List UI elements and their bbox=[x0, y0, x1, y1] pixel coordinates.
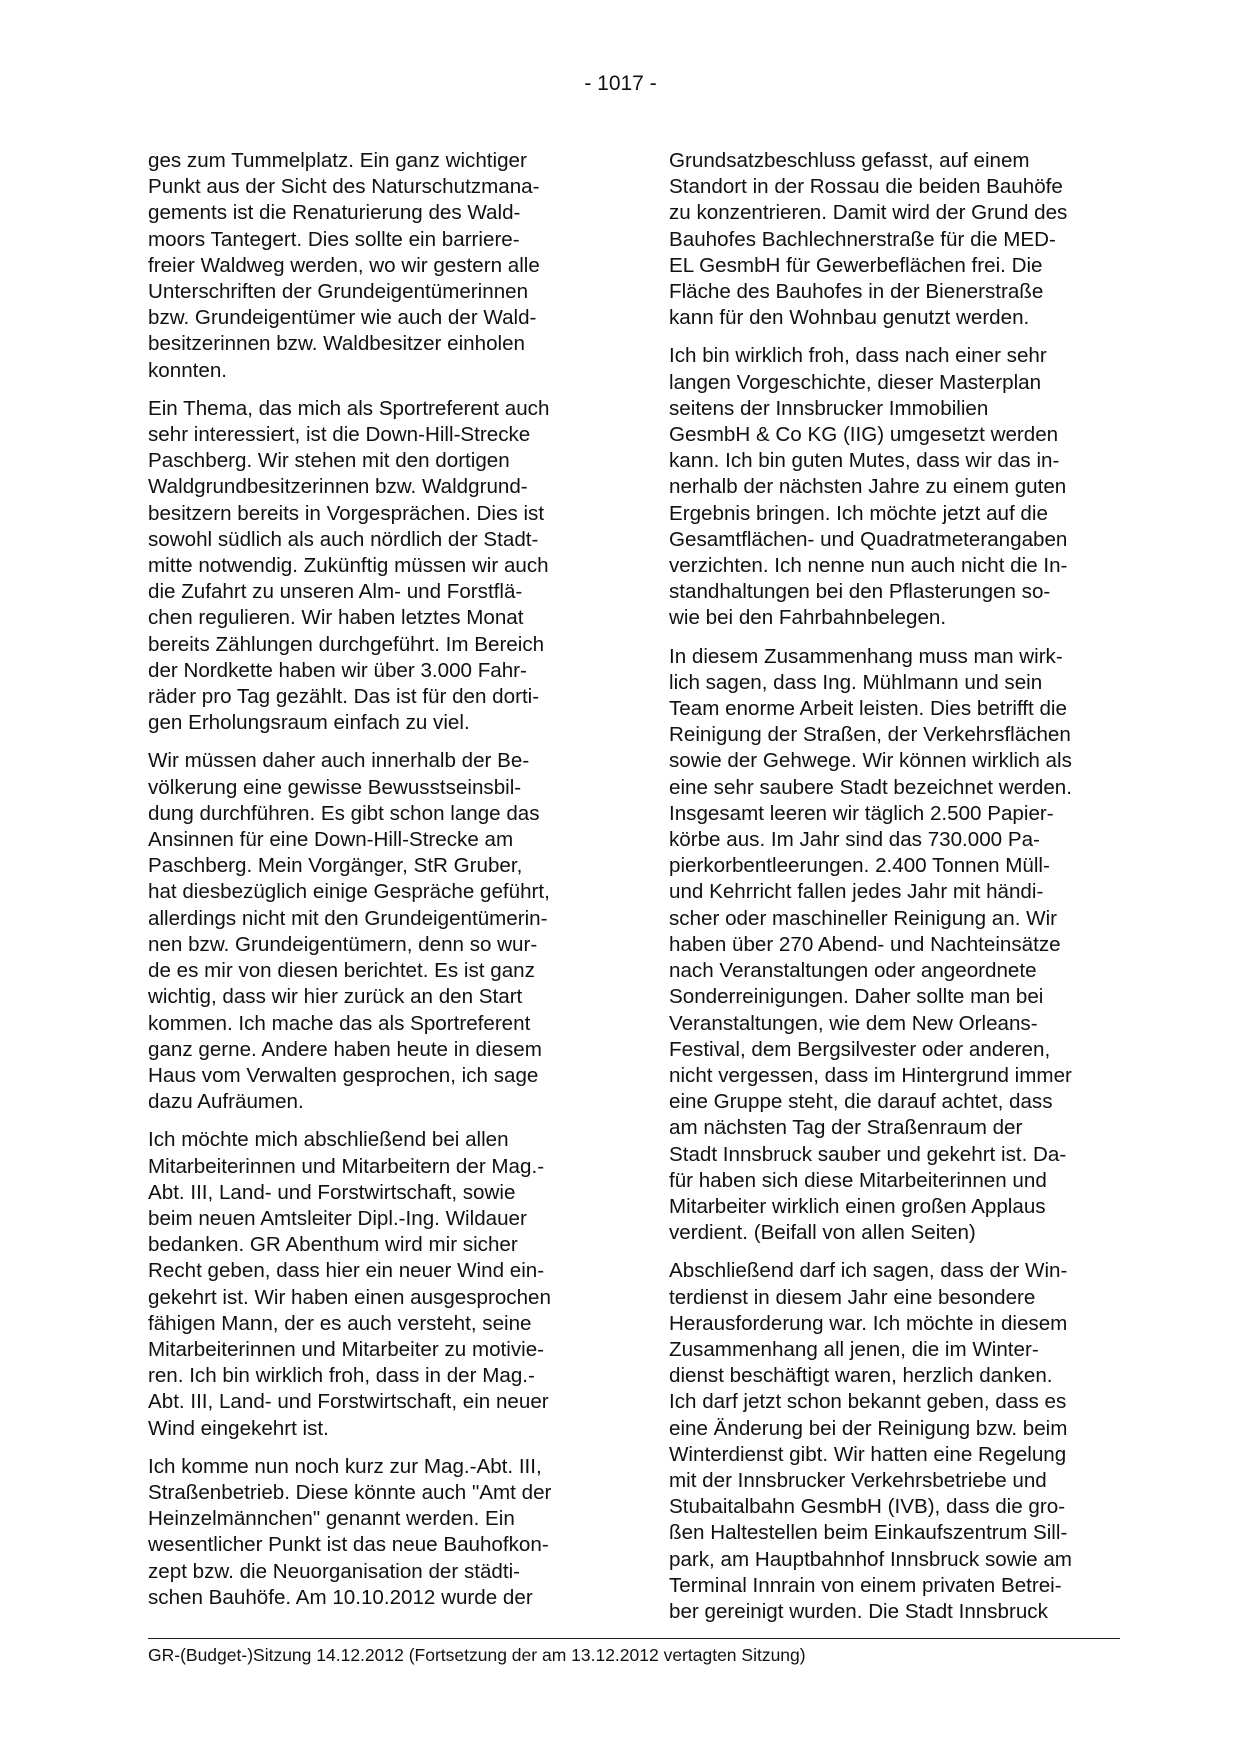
paragraph: Ich komme nun noch kurz zur Mag.-Abt. III, Straßenbetrieb. Diese könnte auch "Amt der Heinzelmännchen" genannt werden. Ein wesentlicher Punkt ist das neue Bauhofkon- zept bzw. die Neuorganisation der städti- schen Bauhöfe. Am 10.10.2012 wurde der bbox=[148, 1454, 552, 1609]
paragraph: Ich möchte mich abschließend bei allen Mitarbeiterinnen und Mitarbeitern der Mag.- Abt. III, Land- und Forstwirtschaft, sowie beim neuen Amtsleiter Dipl.-Ing. Wildauer bedanken. GR Abenthum wird mir sicher Recht geben, dass hier ein neuer Wind ein- gekehrt ist. Wir haben einen ausgesprochen fähigen Mann, der es auch versteht, seine Mitarbeiterinnen und Mitarbeiter zu motivie- ren. Ich bin wirklich froh, dass in der Mag.- Abt. III, Land- und Forstwirtschaft, ein neuer Wind eingekehrt ist. bbox=[148, 1128, 551, 1440]
paragraph: Grundsatzbeschluss gefasst, auf einem Standort in der Rossau die beiden Bauhöfe zu konzentrieren. Damit wird der Grund des Bauhofes Bachlechnerstraße für die MED- EL GesmbH für Gewerbeflächen frei. Die Fläche des Bauhofes in der Bienerstraße kann für den Wohnbau genutzt werden. bbox=[669, 149, 1068, 330]
right-column bbox=[669, 148, 1124, 1637]
paragraph: Abschließend darf ich sagen, dass der Win- terdienst in diesem Jahr eine besondere Herausforderung war. Ich möchte in diesem Zusammenhang all jenen, die im Winter- dienst beschäftigt waren, herzlich danken. Ich darf jetzt schon bekannt geben, dass es eine Änderung bei der Reinigung bzw. beim Winterdienst gibt. Wir hatten eine Regelung mit der Innsbrucker Verkehrsbetriebe und Stubaitalbahn GesmbH (IVB), dass die gro- ßen Haltestellen beim Einkaufszentrum Sill- park, am Hauptbahnhof Innsbruck sowie am Terminal Innrain von einem privaten Betrei- ber gereinigt wurden. Die Stadt Innsbruck bbox=[669, 1259, 1072, 1623]
paragraph: Ein Thema, das mich als Sportreferent auch sehr interessiert, ist die Down-Hill-Strecke Paschberg. Wir stehen mit den dortigen Waldgrundbesitzerinnen bzw. Waldgrund- besitzern bereits in Vorgesprächen. Dies ist sowohl südlich als auch nördlich der Stadt- mitte notwendig. Zukünftig müssen wir auch die Zufahrt zu unseren Alm- und Forstflä- chen regulieren. Wir haben letztes Monat bereits Zählungen durchgeführt. Im Bereich der Nordkette haben wir über 3.000 Fahr- räder pro Tag gezählt. Das ist für den dorti- gen Erholungsraum einfach zu viel. bbox=[148, 396, 550, 735]
left-column bbox=[148, 148, 603, 1623]
paragraph: Wir müssen daher auch innerhalb der Be- völkerung eine gewisse Bewusstseinsbil- dung durchführen. Es gibt schon lange das Ansinnen für eine Down-Hill-Strecke am Paschberg. Mein Vorgänger, StR Gruber, hat diesbezüglich einige Gespräche geführt, allerdings nicht mit den Grundeigentümerin- nen bzw. Grundeigentümern, denn so wur- de es mir von diesen berichtet. Es ist ganz wichtig, dass wir hier zurück an den Start kommen. Ich mache das als Sportreferent ganz gerne. Andere haben heute in diesem Haus vom Verwalten gesprochen, ich sage dazu Aufräumen. bbox=[148, 749, 550, 1114]
footer-text: GR-(Budget-)Sitzung 14.12.2012 (Fortsetzung der am 13.12.2012 vertagten Sitzung) bbox=[148, 1645, 806, 1665]
footer-divider bbox=[148, 1638, 1120, 1639]
page-number: - 1017 - bbox=[584, 72, 657, 95]
paragraph: In diesem Zusammenhang muss man wirk- lich sagen, dass Ing. Mühlmann und sein Team enorme Arbeit leisten. Dies betrifft die Reinigung der Straßen, der Verkehrsflächen sowie der Gehwege. Wir können wirklich als eine sehr saubere Stadt bezeichnet werden. Insgesamt leeren wir täglich 2.500 Papier- körbe aus. Im Jahr sind das 730.000 Pa- pierkorbentleerungen. 2.400 Tonnen Müll- und Kehrricht fallen jedes Jahr mit händi- scher oder maschineller Reinigung an. Wir haben über 270 Abend- und Nachteinsätze nach Veranstaltungen oder angeordnete Sonderreinigungen. Daher sollte man bei Veranstaltungen, wie dem New Orleans- Festival, dem Bergsilvester oder anderen, nicht vergessen, dass im Hintergrund immer eine Gruppe steht, die darauf achtet, dass am nächsten Tag der Straßenraum der Stadt Innsbruck sauber und gekehrt ist. Da- für haben sich diese Mitarbeiterinnen und Mitarbeiter wirklich einen großen Applaus verdient. (Beifall von allen Seiten) bbox=[669, 644, 1072, 1245]
paragraph: ges zum Tummelplatz. Ein ganz wichtiger Punkt aus der Sicht des Naturschutzmana- gements ist die Renaturierung des Wald- moors Tantegert. Dies sollte ein barriere- freier Waldweg werden, wo wir gestern alle Unterschriften der Grundeigentümerinnen bzw. Grundeigentümer wie auch der Wald- besitzerinnen bzw. Waldbesitzer einholen konnten. bbox=[148, 149, 540, 382]
paragraph: Ich bin wirklich froh, dass nach einer sehr langen Vorgeschichte, dieser Masterplan seitens der Innsbrucker Immobilien GesmbH & Co KG (IIG) umgesetzt werden kann. Ich bin guten Mutes, dass wir das in- nerhalb der nächsten Jahre zu einem guten Ergebnis bringen. Ich möchte jetzt auf die Gesamtflächen- und Quadratmeterangaben verzichten. Ich nenne nun auch nicht die In- standhaltungen bei den Pflasterungen so- wie bei den Fahrbahnbelegen. bbox=[669, 344, 1068, 630]
